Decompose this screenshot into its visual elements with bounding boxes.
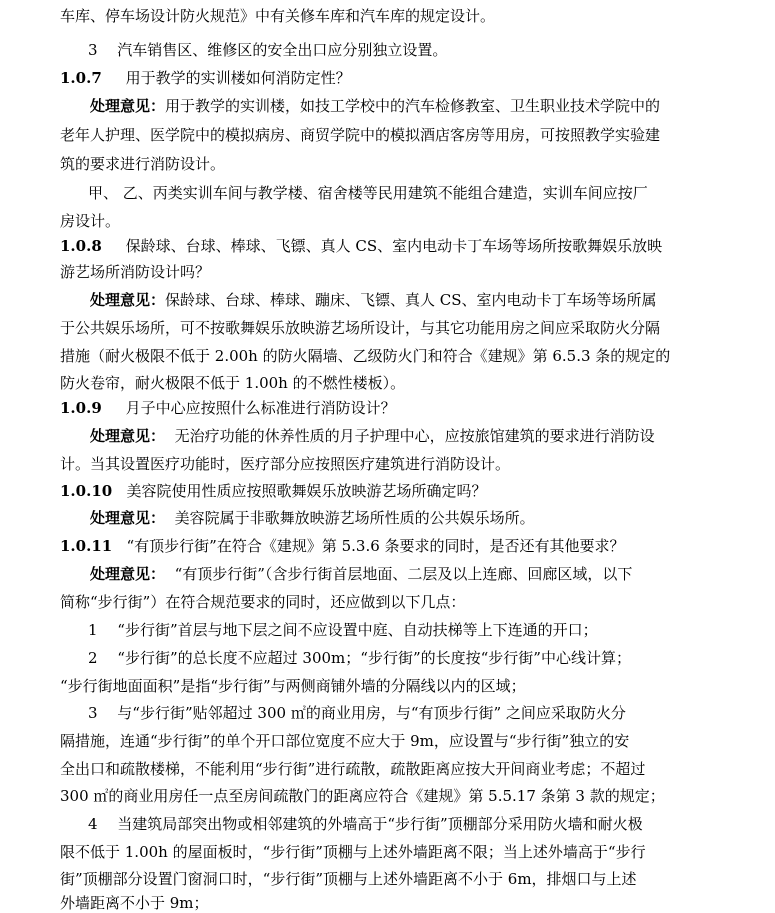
text-line: 车库、停车场设计防火规范》中有关修车库和汽车库的规定设计。 — [60, 7, 496, 25]
clause-number: 1.0.10 — [60, 482, 113, 500]
paragraph-line: 300 ㎡的商业用房任一点至房间疏散门的距离应符合《建规》第 5.5.17 条第 3 款的规定； — [60, 787, 665, 805]
opinion-text: 保龄球、台球、棒球、蹦床、飞镖、真人 CS、室内电动卡丁车场等场所属 — [165, 291, 657, 309]
paragraph-line: 措施（耐火极限不低于 2.00h 的防火隔墙、乙级防火门和符合《建规》第 6.5.3 条的规定的 — [60, 347, 671, 365]
paragraph-line: 计。当其设置医疗功能时，医疗部分应按照医疗建筑进行消防设计。 — [60, 455, 511, 473]
clause-heading — [60, 398, 396, 418]
list-item: 2 “步行街”的总长度不应超过 300m；“步行街”的长度按“步行街”中心线计算； — [88, 649, 631, 667]
clause-number: 1.0.9 — [60, 399, 102, 417]
clause-heading — [60, 236, 662, 256]
clause-title: “有顶步行街”在符合《建规》第 5.3.6 条要求的同时，是否还有其他要求？ — [126, 537, 625, 555]
clause-title: 用于教学的实训楼如何消防定性？ — [125, 69, 351, 87]
paragraph-line — [90, 564, 632, 584]
paragraph-line: 简称“步行街”）在符合规范要求的同时，还应做到以下几点： — [60, 593, 466, 611]
list-item: 4 当建筑局部突出物或相邻建筑的外墙高于“步行街”顶棚部分采用防火墙和耐火极 — [88, 815, 643, 833]
clause-title: 保龄球、台球、棒球、飞镖、真人 CS、室内电动卡丁车场等场所按歌舞娱乐放映 — [125, 237, 663, 255]
opinion-text: 用于教学的实训楼，如技工学校中的汽车检修教室、卫生职业技术学院中的 — [165, 97, 661, 115]
opinion-text: “有顶步行街”（含步行街首层地面、二层及以上连廊、回廊区域，以下 — [174, 565, 633, 583]
paragraph-line — [90, 508, 535, 528]
paragraph-line: 防火卷帘，耐火极限不低于 1.00h 的不燃性楼板）。 — [60, 374, 406, 392]
paragraph-line: 甲、 乙、丙类实训车间与教学楼、宿舍楼等民用建筑不能组合建造，实训车间应按厂 — [88, 184, 648, 202]
clause-number: 1.0.8 — [60, 237, 102, 255]
clause-title: 月子中心应按照什么标准进行消防设计？ — [125, 399, 396, 417]
paragraph-line: 外墙距离不小于 9m； — [60, 894, 209, 912]
clause-heading — [60, 481, 487, 501]
clause-title: 美容院使用性质应按照歌舞娱乐放映游艺场所确定吗？ — [126, 482, 487, 500]
list-item: 3 与“步行街”贴邻超过 300 ㎡的商业用房，与“有顶步行街” 之间应采取防火分 — [88, 704, 626, 722]
paragraph-line: 于公共娱乐场所，可不按歌舞娱乐放映游艺场所设计，与其它功能用房之间应采取防火分隔 — [60, 319, 661, 337]
paragraph-line — [90, 96, 660, 116]
clause-heading — [60, 536, 625, 556]
paragraph-line: 老年人护理、医学院中的模拟病房、商贸学院中的模拟酒店客房等用房，可按照教学实验建 — [60, 126, 661, 144]
clause-heading — [60, 68, 351, 88]
paragraph-line: “步行街地面面积”是指“步行街”与两侧商铺外墙的分隔线以内的区域； — [60, 677, 526, 695]
clause-number: 1.0.7 — [60, 69, 102, 87]
clause-number: 1.0.11 — [60, 537, 113, 555]
paragraph-line — [90, 426, 655, 446]
opinion-label: 处理意见： — [90, 291, 166, 309]
paragraph-line: 房设计。 — [60, 212, 121, 230]
opinion-text: 美容院属于非歌舞放映游艺场所性质的公共娱乐场所。 — [174, 509, 535, 527]
list-item: 1 “步行街”首层与地下层之间不应设置中庭、自动扶梯等上下连通的开口； — [88, 621, 598, 639]
paragraph-line — [90, 290, 657, 310]
opinion-label: 处理意见： — [90, 97, 166, 115]
opinion-text: 无治疗功能的休养性质的月子护理中心，应按旅馆建筑的要求进行消防设 — [174, 427, 655, 445]
paragraph-line: 隔措施，连通“步行街”的单个开口部位宽度不应大于 9m，应设置与“步行街”独立的安 — [60, 732, 630, 750]
opinion-label: 处理意见： — [90, 565, 166, 583]
opinion-label: 处理意见： — [90, 509, 166, 527]
paragraph-line: 限不低于 1.00h 的屋面板时，“步行街”顶棚与上述外墙距离不限；当上述外墙高于“步行 — [60, 843, 646, 861]
paragraph-line: 游艺场所消防设计吗？ — [60, 263, 211, 281]
paragraph-line: 筑的要求进行消防设计。 — [60, 155, 226, 173]
list-item: 3 汽车销售区、维修区的安全出口应分别独立设置。 — [88, 41, 448, 59]
paragraph-line: 街”顶棚部分设置门窗洞口时，“步行街”顶棚与上述外墙距离不小于 6m，排烟口与上述 — [60, 870, 637, 888]
paragraph-line: 全出口和疏散楼梯，不能利用“步行街”进行疏散，疏散距离应按大开间商业考虑；不超过 — [60, 760, 646, 778]
opinion-label: 处理意见： — [90, 427, 166, 445]
